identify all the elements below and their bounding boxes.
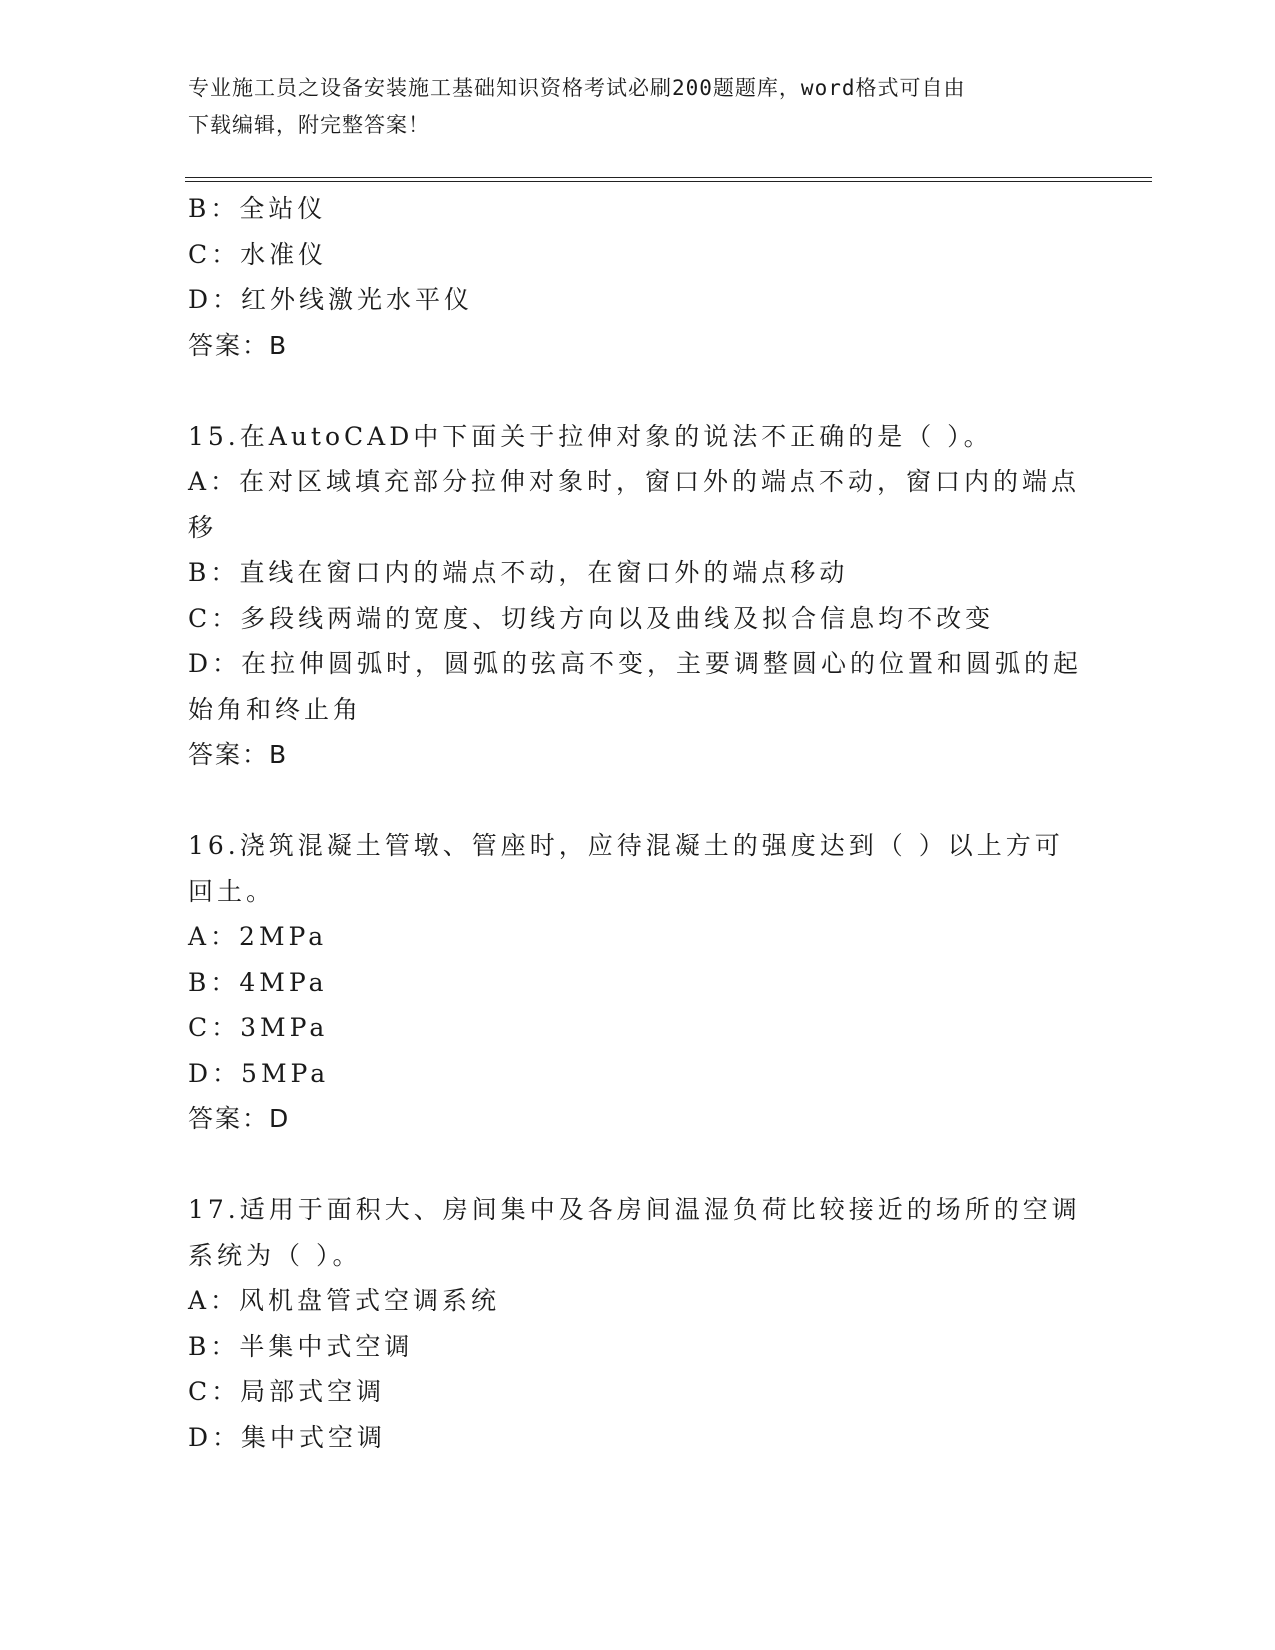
question-16 <box>188 823 1088 1142</box>
option-c: C：多段线两端的宽度、切线方向以及曲线及拟合信息均不改变 <box>188 603 995 633</box>
option-d: D：在拉伸圆弧时，圆弧的弦高不变，主要调整圆心的位置和圆弧的起 <box>188 649 1083 678</box>
document-header <box>188 70 1068 144</box>
header-line-1: 专业施工员之设备安装施工基础知识资格考试必刷200题题库，word格式可自由 <box>188 76 966 100</box>
question-stem-continued: 系统为（ ）。 <box>188 1240 362 1270</box>
answer: 答案：D <box>188 1104 291 1133</box>
option-a: A：风机盘管式空调系统 <box>188 1286 501 1315</box>
question-stem: 16.浇筑混凝土管墩、管座时，应待混凝土的强度达到（ ）以上方可 <box>188 831 1064 860</box>
option-b: B：直线在窗口内的端点不动，在窗口外的端点移动 <box>188 558 849 587</box>
option-a-continued: 移 <box>188 512 218 542</box>
answer: 答案：B <box>188 330 289 360</box>
option-c: C：局部式空调 <box>188 1377 386 1406</box>
option-d: D：红外线激光水平仪 <box>188 285 474 314</box>
question-14-tail <box>188 186 1088 368</box>
answer: 答案：B <box>188 740 289 769</box>
question-list <box>188 186 1088 1460</box>
option-b: B：4MPa <box>188 967 328 997</box>
header-double-rule <box>185 177 1152 182</box>
option-a: A：在对区域填充部分拉伸对象时，窗口外的端点不动，窗口内的端点 <box>188 467 1081 496</box>
question-stem: 17.适用于面积大、房间集中及各房间温湿负荷比较接近的场所的空调 <box>188 1195 1081 1224</box>
spacer <box>188 778 1088 824</box>
question-stem: 15.在AutoCAD中下面关于拉伸对象的说法不正确的是（ ）。 <box>188 421 993 451</box>
option-b: B：半集中式空调 <box>188 1331 414 1361</box>
option-d-continued: 始角和终止角 <box>188 694 363 724</box>
spacer <box>188 368 1088 414</box>
option-c: C：3MPa <box>188 1013 329 1042</box>
option-d: D：集中式空调 <box>188 1422 387 1452</box>
spacer <box>188 1142 1088 1188</box>
option-d: D：5MPa <box>188 1058 330 1088</box>
option-b: B：全站仪 <box>188 194 327 223</box>
header-line-2: 下载编辑，附完整答案！ <box>188 113 430 137</box>
question-stem-continued: 回土。 <box>188 876 276 906</box>
question-17 <box>188 1187 1088 1460</box>
option-a: A：2MPa <box>188 922 328 951</box>
option-c: C：水准仪 <box>188 239 328 269</box>
question-15 <box>188 414 1088 778</box>
